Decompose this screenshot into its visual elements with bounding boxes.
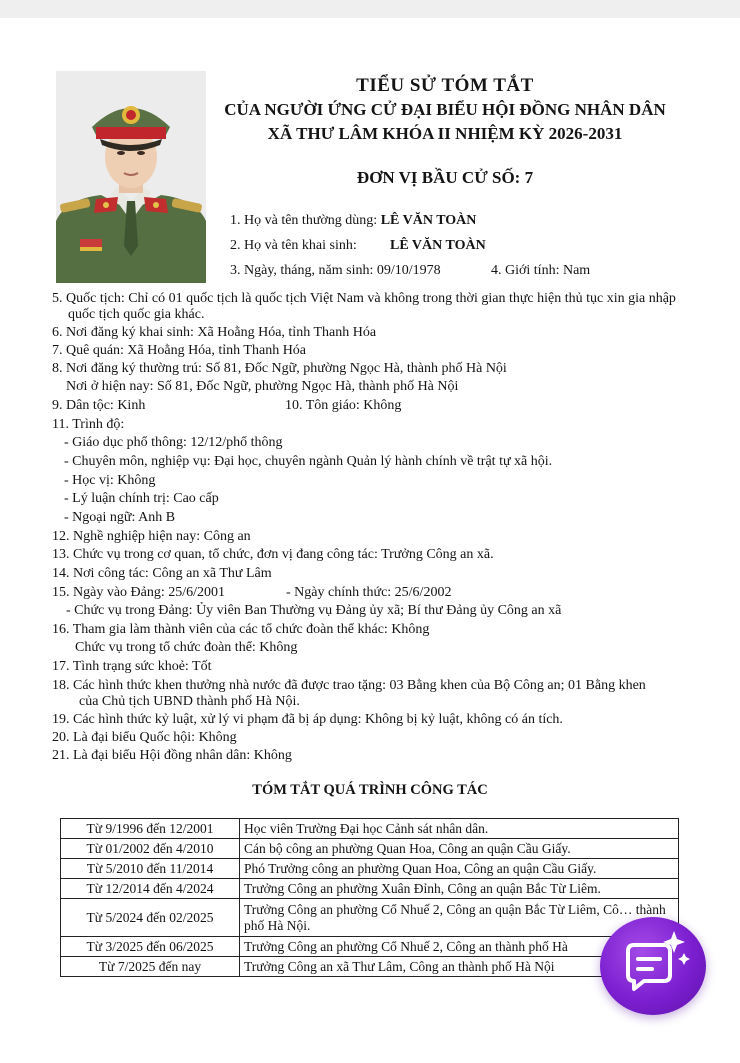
bio-line-6: 6. Nơi đăng ký khai sinh: Xã Hoằng Hóa, tỉnh Thanh Hóa <box>52 325 377 340</box>
work-history-title: TÓM TẮT QUÁ TRÌNH CÔNG TÁC <box>252 782 488 798</box>
bio-line-11c: - Học vị: Không <box>64 473 156 488</box>
bio-line-21: 21. Là đại biểu Hội đồng nhân dân: Không <box>52 748 292 763</box>
period-cell: Từ 5/2010 đến 11/2014 <box>61 859 240 879</box>
table-row <box>61 819 679 839</box>
bio-line-8a: 8. Nơi đăng ký thường trú: Số 81, Đốc Ngữ, phường Ngọc Hà, thành phố Hà Nội <box>52 361 507 376</box>
bio-line-2 <box>230 237 357 254</box>
bio-line-11e: - Ngoại ngữ: Anh B <box>64 510 176 525</box>
table-row <box>61 859 679 879</box>
bio-line-13: 13. Chức vụ trong cơ quan, tổ chức, đơn vị đang công tác: Trưởng Công an xã. <box>52 547 494 562</box>
bio-line-5a: 5. Quốc tịch: Chỉ có 01 quốc tịch là quốc tịch Việt Nam và không trong thời gian thực hiện thủ tục xin gia nhập <box>52 291 676 306</box>
top-bar <box>0 0 740 18</box>
bio-line-17: 17. Tình trạng sức khoẻ: Tốt <box>52 659 212 674</box>
bio-line-7: 7. Quê quán: Xã Hoằng Hóa, tỉnh Thanh Hóa <box>52 343 307 358</box>
period-cell: Từ 3/2025 đến 06/2025 <box>61 937 240 957</box>
description-cell: Trưởng Công an phường Xuân Đỉnh, Công an quận Bắc Từ Liêm. <box>240 879 679 899</box>
bio-label: 1. Họ và tên thường dùng: <box>230 213 381 228</box>
document-subtitle-2: XÃ THƯ LÂM KHÓA II NHIỆM KỲ 2026-2031 <box>267 124 623 143</box>
bio-line-10: 10. Tôn giáo: Không <box>285 398 402 413</box>
bio-line-19: 19. Các hình thức kỷ luật, xử lý vi phạm đã bị áp dụng: Không bị kỷ luật, không có án tích. <box>52 712 563 727</box>
bio-line-3: 3. Ngày, tháng, năm sinh: 09/10/1978 <box>230 263 441 278</box>
bio-line-11a: - Giáo dục phổ thông: 12/12/phổ thông <box>64 435 283 450</box>
electoral-unit: ĐƠN VỊ BẦU CỬ SỐ: 7 <box>356 168 534 187</box>
table-row <box>61 879 679 899</box>
common-name: LÊ VĂN TOÀN <box>380 213 477 228</box>
bio-line-16: 16. Tham gia làm thành viên của các tổ chức đoàn thể khác: Không <box>52 622 430 637</box>
bio-line-20: 20. Là đại biểu Quốc hội: Không <box>52 730 237 745</box>
ai-chat-button[interactable] <box>600 917 706 1015</box>
ai-chat-sparkle-icon <box>600 917 706 1015</box>
document-title: TIỂU SỬ TÓM TẮT <box>356 75 534 96</box>
table-row <box>61 839 679 859</box>
description-cell: Phó Trưởng công an phường Quan Hoa, Công an quận Cầu Giấy. <box>240 859 679 879</box>
description-cell: Trưởng Công an phường Cổ Nhuế 2, Công an thành phố Hà <box>240 937 679 957</box>
description-cell: Học viên Trường Đại học Cảnh sát nhân dân. <box>240 819 679 839</box>
bio-line-16b: Chức vụ trong tổ chức đoàn thể: Không <box>75 640 298 655</box>
bio-line-15: 15. Ngày vào Đảng: 25/6/2001 <box>52 585 226 600</box>
bio-line-18a: 18. Các hình thức khen thưởng nhà nước đã được trao tặng: 03 Bằng khen của Bộ Công an; 01 Bằng khen <box>52 678 646 693</box>
period-cell: Từ 7/2025 đến nay <box>61 957 240 977</box>
table-row <box>61 957 679 977</box>
period-cell: Từ 9/1996 đến 12/2001 <box>61 819 240 839</box>
bio-label: 2. Họ và tên khai sinh: <box>230 238 357 253</box>
bio-line-11d: - Lý luận chính trị: Cao cấp <box>64 491 219 506</box>
bio-line-5b: quốc tịch quốc gia khác. <box>68 307 205 322</box>
portrait-photo <box>56 71 206 283</box>
work-history-table <box>60 818 679 977</box>
description-cell: Trưởng Công an xã Thư Lâm, Công an thành phố Hà Nội <box>240 957 679 977</box>
period-cell: Từ 01/2002 đến 4/2010 <box>61 839 240 859</box>
description-cell: Cán bộ công an phường Quan Hoa, Công an quận Cầu Giấy. <box>240 839 679 859</box>
bio-line-4: 4. Giới tính: Nam <box>491 263 591 278</box>
table-row <box>61 899 679 937</box>
bio-line-12: 12. Nghề nghiệp hiện nay: Công an <box>52 529 251 544</box>
period-cell: Từ 12/2014 đến 4/2024 <box>61 879 240 899</box>
bio-line-11: 11. Trình độ: <box>52 417 125 432</box>
bio-line-8b: Nơi ở hiện nay: Số 81, Đốc Ngữ, phường Ngọc Hà, thành phố Hà Nội <box>66 379 459 394</box>
bio-line-1 <box>230 212 476 229</box>
bio-line-18b: của Chủ tịch UBND thành phố Hà Nội. <box>79 694 300 709</box>
birth-name: LÊ VĂN TOÀN <box>390 238 486 253</box>
bio-line-15b: - Ngày chính thức: 25/6/2002 <box>286 585 452 600</box>
bio-line-14: 14. Nơi công tác: Công an xã Thư Lâm <box>52 566 272 581</box>
document-subtitle-1: CỦA NGƯỜI ỨNG CỬ ĐẠI BIỂU HỘI ĐỒNG NHÂN DÂN <box>224 100 666 119</box>
period-cell: Từ 5/2024 đến 02/2025 <box>61 899 240 937</box>
description-cell: Trưởng Công an phường Cổ Nhuế 2, Công an quận Bắc Từ Liêm, Cô… thành phố Hà Nội. <box>240 899 679 937</box>
bio-line-15c: - Chức vụ trong Đảng: Ủy viên Ban Thường vụ Đảng ủy xã; Bí thư Đảng ủy Công an xã <box>66 603 562 618</box>
table-row <box>61 937 679 957</box>
bio-line-9: 9. Dân tộc: Kinh <box>52 398 146 413</box>
bio-line-11b: - Chuyên môn, nghiệp vụ: Đại học, chuyên ngành Quản lý hành chính về trật tự xã hội. <box>64 454 553 469</box>
